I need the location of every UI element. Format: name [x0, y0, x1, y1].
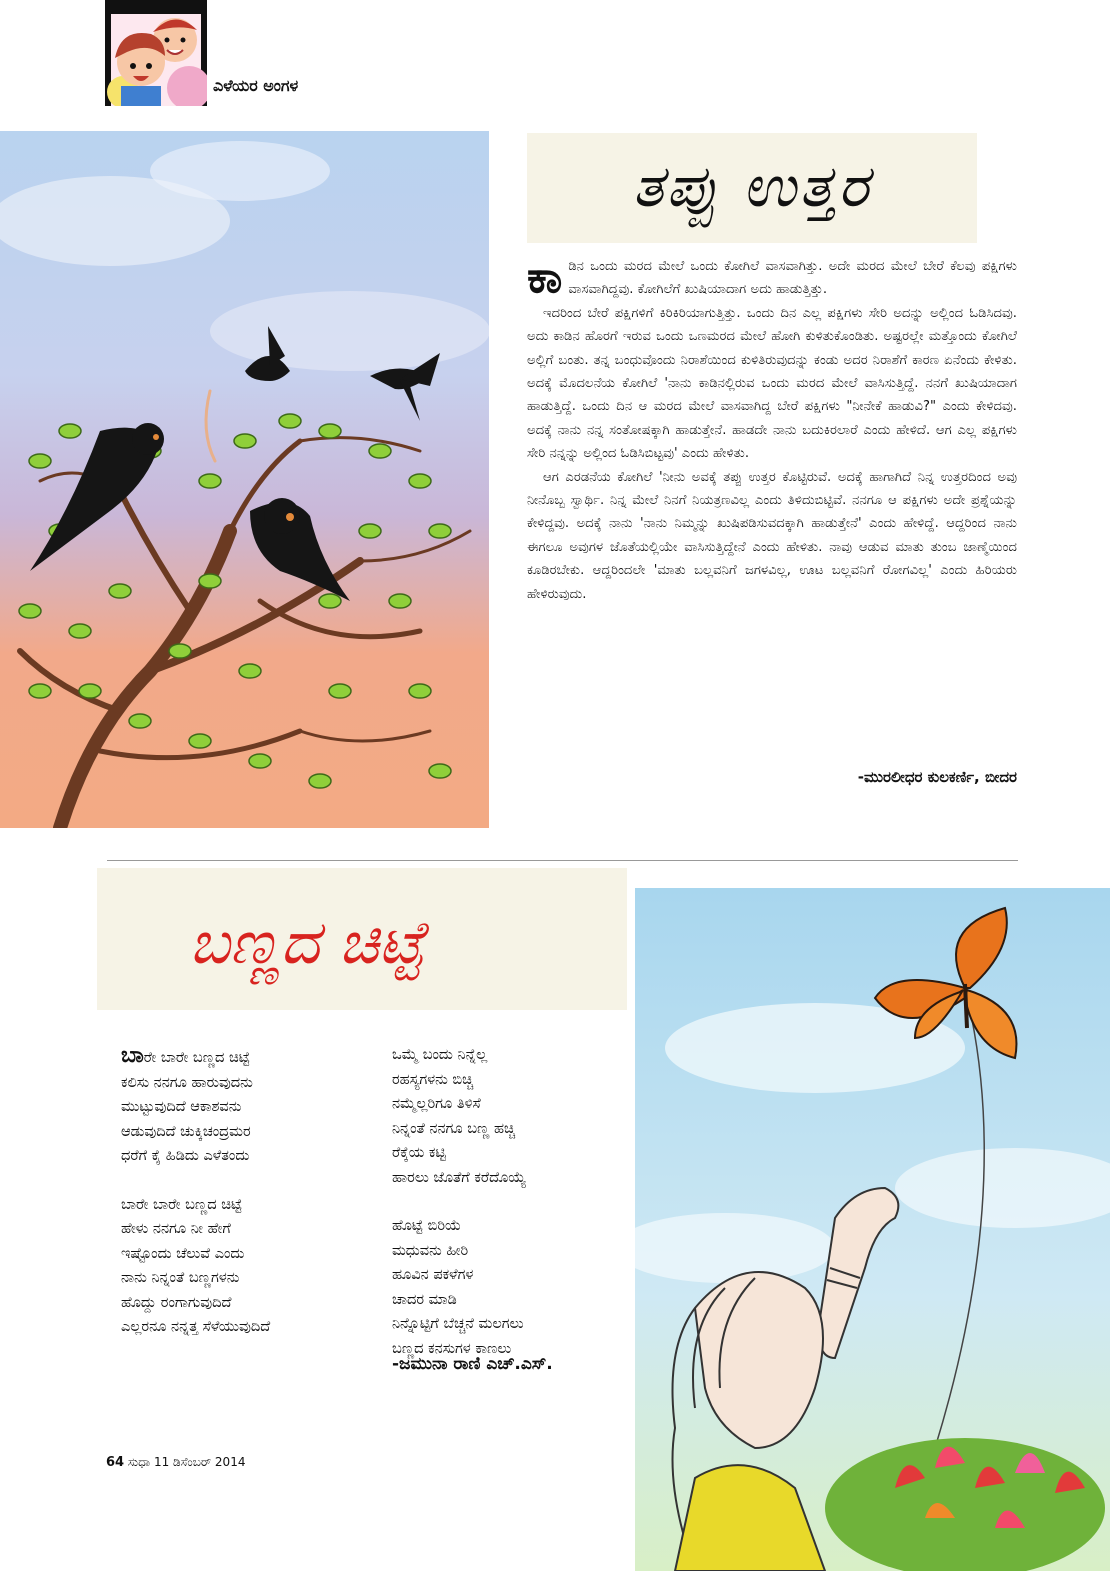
poem-column-2 — [392, 1043, 526, 1361]
poem-line: ನಿನ್ನಂತೆ ನನಗೂ ಬಣ್ಣ ಹಚ್ಚಿ — [392, 1120, 516, 1137]
poem-line: ನಾನು ನಿನ್ನಂತೆ ಬಣ್ಣಗಳನು — [121, 1270, 240, 1286]
poem-title: ಬಣ್ಣದ ಚಿಟ್ಟೆ — [189, 908, 425, 978]
poem-line: ಎಲ್ಲರನೂ ನನ್ನತ್ತ ಸೆಳೆಯುವುದಿದೆ — [121, 1319, 271, 1335]
girl-butterfly-illustration — [635, 888, 1110, 1571]
poem-line: ನಿನ್ನೊಟ್ಟಿಗೆ ಬೆಚ್ಚನೆ ಮಲಗಲು — [392, 1316, 524, 1332]
poem-line: ಹೊದ್ದು ರಂಗಾಗುವುದಿದೆ — [121, 1294, 232, 1311]
poem-line — [121, 1043, 270, 1071]
poem-line: ಕಲಿಸು ನನಗೂ ಹಾರುವುದನು — [121, 1074, 253, 1091]
magazine-name: ಸುಧಾ — [127, 1455, 151, 1469]
poem-line: ಮುಟ್ಟುವುದಿದೆ ಆಕಾಶವನು — [121, 1099, 242, 1115]
kids-section-logo — [105, 0, 207, 106]
poem-line-text: ರೇ ಬಾರೇ ಬಣ್ಣದ ಚಿಟ್ಟೆ — [143, 1050, 250, 1066]
stanza-gap — [392, 1190, 526, 1214]
story-paragraph-1 — [527, 252, 1017, 303]
poem-author: -ಜಮುನಾ ರಾಣಿ ಎಚ್.ಎಸ್. — [392, 1354, 553, 1374]
page-footer — [106, 1455, 245, 1470]
girl-butterfly-image — [635, 888, 1110, 1571]
stanza-gap — [121, 1169, 270, 1193]
poem-line: ರಹಸ್ಯಗಳನು ಬಿಚ್ಚಿ — [392, 1071, 474, 1088]
story-title: ತಪ್ಪು ಉತ್ತರ — [632, 152, 872, 220]
poem-line: ಇಷ್ಟೊಂದು ಚೆಲುವೆ ಎಂದು — [121, 1245, 245, 1262]
birds-tree-image — [0, 131, 489, 828]
story-dropcap: ಕಾ — [527, 252, 563, 303]
poem-line: ಆಡುವುದಿದೆ ಚುಕ್ಕಿಚಂದ್ರಮರ — [121, 1123, 251, 1140]
poem-line: ಧರೆಗೆ ಕೈ ಹಿಡಿದು ಎಳೆತಂದು — [121, 1148, 250, 1164]
poem-line: ಬಾರೇ ಬಾರೇ ಬಣ್ಣದ ಚಿಟ್ಟೆ — [121, 1196, 243, 1213]
poem-line: ಹಾರಲು ಜೊತೆಗೆ ಕರೆದೊಯ್ಯೆ — [392, 1169, 527, 1186]
poem-line: ಹೂವಿನ ಪಕಳೆಗಳ — [392, 1267, 474, 1283]
poem-column-1 — [121, 1043, 270, 1340]
story-body — [527, 252, 1017, 606]
poem-line: ನಮ್ಮೆಲ್ಲರಿಗೂ ತಿಳಿಸೆ — [392, 1096, 481, 1112]
poem-line: ಹೊಟ್ಟೆ ಬಿರಿಯೆ — [392, 1218, 462, 1234]
poem-line: ಚಾದರ ಮಾಡಿ — [392, 1291, 457, 1308]
section-label: ಎಳೆಯರ ಅಂಗಳ — [213, 76, 299, 95]
story-author: -ಮುರಲೀಧರ ಕುಲಕರ್ಣಿ, ಬೀದರ — [857, 768, 1017, 786]
birds-on-tree-illustration — [0, 131, 489, 828]
story-paragraph-3: ಆಗ ಎರಡನೆಯ ಕೋಗಿಲೆ 'ನೀನು ಅವಕ್ಕೆ ತಪ್ಪು ಉತ್ತರ ಕೊಟ್ಟಿರುವೆ. ಅದಕ್ಕೆ ಹಾಗಾಗಿದೆ ನಿನ್ನ ಉತ್ತರದಿಂದ ಅವು ನೀನೊಬ್ಬ ಸ್ವಾರ್ಥಿ. ನಿನ್ನ ಮೇಲೆ ನಿನಗೆ ನಿಯತ್ರಣವಿಲ್ಲ ಎಂದು ತಿಳಿದುಬಿಟ್ಟಿವೆ. ನನಗೂ ಆ ಪಕ್ಷಿಗಳು ಅದೇ ಪ್ರಶ್ನೆಯನ್ನು ಕೇಳಿದ್ದವು. ಅದಕ್ಕೆ ನಾನು 'ನಾನು ನಿಮ್ಮನ್ನು ಖುಷಿಪಡಿಸುವದಕ್ಕಾಗಿ ಹಾಡುತ್ತೇನೆ' ಎಂದು ಹೇಳಿದ್ದೆ. ಆದ್ದರಿಂದ ನಾನು ಈಗಲೂ ಅವುಗಳ ಜೊತೆಯಲ್ಲಿಯೇ ವಾಸಿಸುತ್ತಿದ್ದೇನೆ ಎಂದು ಹೇಳಿತು. ನಾವು ಆಡುವ ಮಾತು ತುಂಬ ಜಾಣ್ಮೆಯಿಂದ ಕೂಡಿರಬೇಕು. ಆದ್ದರಿಂದಲೇ 'ಮಾತು ಬಲ್ಲವನಿಗೆ ಜಗಳವಿಲ್ಲ, ಊಟ ಬಲ್ಲವನಿಗೆ ರೋಗವಿಲ್ಲ' ಎಂದು ಹಿರಿಯರು ಹೇಳಿರುವುದು. — [527, 469, 1017, 602]
poem-line: ಹೇಳು ನನಗೂ ನೀ ಹೇಗೆ — [121, 1221, 231, 1237]
poem-dropcap: ಬಾ — [121, 1042, 144, 1068]
issue-date: 11 ಡಿಸೆಂಬರ್ 2014 — [153, 1455, 246, 1469]
kids-faces-icon — [105, 0, 207, 106]
section-divider — [107, 860, 1018, 861]
poem-line: ಒಮ್ಮೆ ಬಂದು ನಿನ್ನೆಲ್ಲ — [392, 1047, 488, 1063]
story-paragraph-1-text: ಡಿನ ಒಂದು ಮರದ ಮೇಲೆ ಒಂದು ಕೋಗಿಲೆ ವಾಸವಾಗಿತ್ತು. ಅದೇ ಮರದ ಮೇಲೆ ಬೇರೆ ಕೆಲವು ಪಕ್ಷಿಗಳು ವಾಸವಾಗಿದ್ದವು. ಕೋಗಿಲೆಗೆ ಖುಷಿಯಾದಾಗ ಅದು ಹಾಡುತ್ತಿತ್ತು. — [568, 259, 1017, 298]
poem-line: ರೆಕ್ಕೆಯ ಕಟ್ಟಿ — [392, 1145, 446, 1161]
poem-line: ಮಧುವನು ಹೀರಿ — [392, 1242, 469, 1259]
story-paragraph-2: ಇದರಿಂದ ಬೇರೆ ಪಕ್ಷಿಗಳಿಗೆ ಕಿರಿಕಿರಿಯಾಗುತ್ತಿತ್ತು. ಒಂದು ದಿನ ಎಲ್ಲ ಪಕ್ಷಿಗಳು ಸೇರಿ ಅದನ್ನು ಅಲ್ಲಿಂದ ಓಡಿಸಿದವು. ಅದು ಕಾಡಿನ ಹೊರಗೆ ಇರುವ ಒಂದು ಒಣಮರದ ಮೇಲೆ ಹೋಗಿ ಕುಳಿತುಕೊಂಡಿತು. ಅಷ್ಟರಲ್ಲೇ ಮತ್ತೊಂದು ಕೋಗಿಲೆ ಅಲ್ಲಿಗೆ ಬಂತು. ತನ್ನ ಬಂಧುವೊಂದು ನಿರಾಶೆಯಿಂದ ಕುಳಿತಿರುವುದನ್ನು ಕಂಡು ಅದರ ನಿರಾಶೆಗೆ ಕಾರಣ ಏನೆಂದು ಕೇಳಿತು. ಅದಕ್ಕೆ ಮೊದಲನೆಯ ಕೋಗಿಲೆ 'ನಾನು ಕಾಡಿನಲ್ಲಿರುವ ಒಂದು ಮರದ ಮೇಲೆ ವಾಸಿಸುತ್ತಿದ್ದೆ. ನನಗೆ ಖುಷಿಯಾದಾಗ ಹಾಡುತ್ತಿದ್ದೆ. ಒಂದು ದಿನ ಆ ಮರದ ಮೇಲೆ ವಾಸವಾಗಿದ್ದ ಬೇರೆ ಪಕ್ಷಿಗಳು "ನೀನೇಕೆ ಹಾಡುವಿ?" ಎಂದು ಕೇಳಿದವು. ಅದಕ್ಕೆ ನಾನು ನನ್ನ ಸಂತೋಷಕ್ಕಾಗಿ ಹಾಡುತ್ತೇನೆ. ಹಾಡದೇ ನಾನು ಬದುಕಿರಲಾರೆ ಎಂದು ಹೇಳಿದೆ. ಆಗ ಎಲ್ಲ ಪಕ್ಷಿಗಳು ಸೇರಿ ನನ್ನನ್ನು ಅಲ್ಲಿಂದ ಓಡಿಸಿಬಿಟ್ಟವು' ಎಂದು ಹೇಳಿತು. — [527, 305, 1017, 462]
page-number: 64 — [106, 1455, 125, 1470]
poem-line: ಬಣ್ಣದ ಕನಸುಗಳ ಕಾಣಲು — [392, 1340, 512, 1357]
